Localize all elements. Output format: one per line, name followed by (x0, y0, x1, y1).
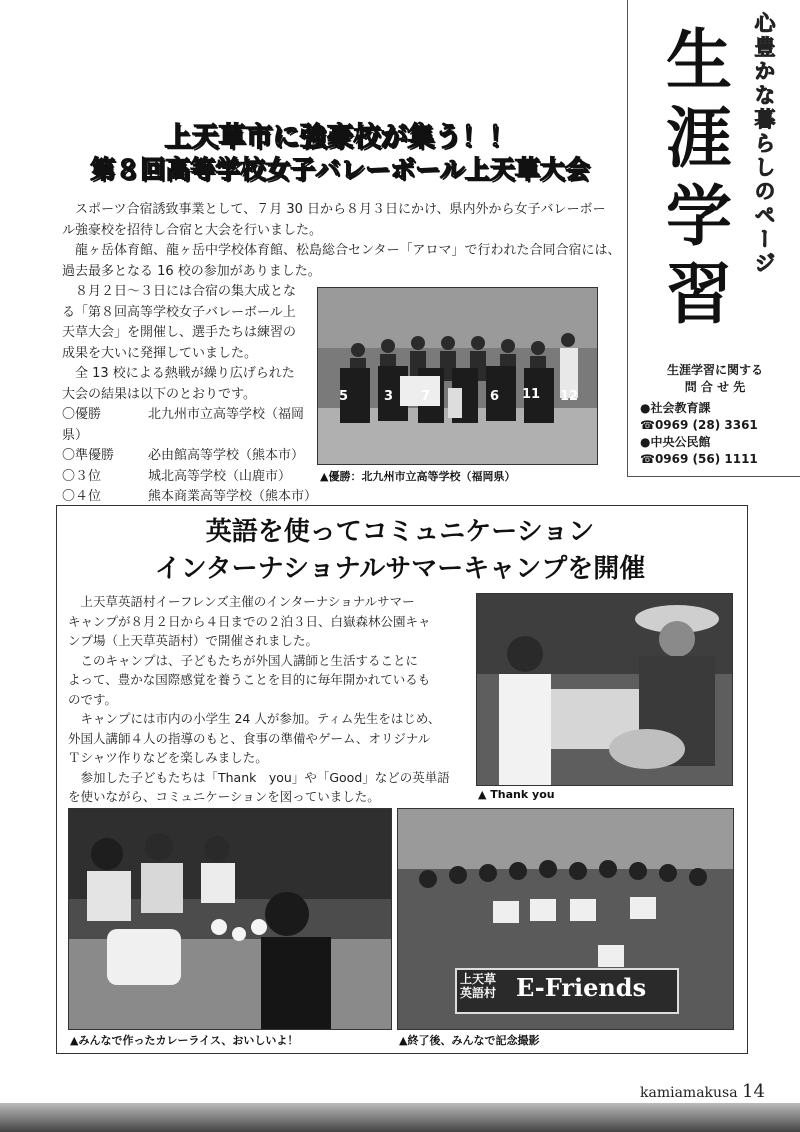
article2-headline-1: 英語を使ってコミュニケーション (205, 517, 595, 547)
article1-para-4b: 大会の結果は以下のとおりです。 (62, 386, 256, 402)
article2-line: を使いながら、コミュニケーションを図っていました。 (68, 789, 380, 804)
side-tagline: 心豊かな暮らしのページ (752, 12, 776, 276)
article1-para-2a: 龍ヶ岳体育館、龍ヶ岳中学校体育館、松島総合センター「アロマ」で行われた合同合宿には、 (75, 243, 621, 258)
group-caption: ▲終了後、みんなで記念撮影 (399, 1034, 540, 1047)
article2-body (68, 592, 473, 807)
jersey-number: 11 (522, 387, 541, 402)
sign-line-1: 上天草 (460, 972, 497, 986)
curry-photo (68, 808, 392, 1030)
article1-para-3d: 成果を大いに発揮していました。 (62, 345, 258, 361)
article1-para-1b: ル強豪校を招待し合宿と大会を行いました。 (62, 222, 323, 238)
contact-dept-1: ●社会教育課 (640, 401, 711, 415)
article1-headline-2: 第８回高等学校女子バレーボール上天草大会 (90, 155, 590, 184)
volleyball-team-photo (317, 287, 598, 465)
jersey-number: 3 (384, 389, 394, 404)
article1-headline-1: 上天草市に強豪校が集う！！ (164, 122, 516, 153)
result-rank: 〇準優勝 (62, 448, 115, 463)
contact-tel-2: ☎0969 (56) 1111 (640, 452, 758, 466)
side-title-char-4: 習 (666, 256, 732, 333)
article2-line: 参加した子どもたちは「Thank you」や「Good」などの英単語 (68, 769, 450, 785)
article1-para-2b: 過去最多となる 16 校の参加がありました。 (62, 263, 321, 279)
contact-title-1: 生涯学習に関する (666, 363, 763, 377)
jersey-number: 7 (421, 389, 431, 404)
result-school: 熊本商業高等学校（熊本市） (148, 489, 318, 504)
contact-block (640, 362, 790, 468)
thank-you-caption: ▲ Thank you (478, 788, 555, 801)
curry-caption: ▲みんなで作ったカレーライス、おいしいよ！ (70, 1034, 299, 1047)
article2-line: よって、豊かな国際感覚を養うことを目的に毎年開かれているも (68, 672, 431, 687)
result-school: 必由館高等学校（熊本市） (148, 448, 305, 463)
article1-para-3b: る「第８回高等学校女子バレーボール上 (62, 304, 296, 320)
article1-body (62, 282, 317, 508)
article1-para-1a: スポーツ合宿誘致事業として、７月 30 日から８月３日にかけ、県内外から女子バレーボー (75, 202, 606, 217)
volleyball-photo-caption: ▲優勝：北九州市立高等学校（福岡県） (320, 470, 516, 483)
article2-line: ンプ場（上天草英語村）で開催されました。 (68, 633, 319, 648)
contact-tel-1: ☎0969 (28) 3361 (640, 418, 758, 432)
article1-intro (62, 200, 622, 282)
page-number: 14 (742, 1081, 765, 1102)
article1-para-3c: 天草大会」を開催し、選手たちは練習の (62, 325, 297, 340)
article2-line: キャンプが８月２日から４日までの２泊３日、白嶽森林公園キャ (68, 613, 431, 629)
result-rank: 〇３位 (62, 468, 102, 484)
result-row (62, 446, 317, 467)
sign-line-2: 英語村 (460, 986, 497, 1000)
jersey-number: 5 (339, 389, 349, 404)
side-title-char-2: 涯 (666, 100, 732, 177)
result-school: 北九州市立高等学校（福岡県） (62, 407, 305, 443)
result-row (62, 467, 317, 488)
result-rank: 〇４位 (62, 489, 102, 504)
footer-folio (640, 1081, 765, 1102)
side-title-char-3: 学 (666, 178, 732, 255)
sign-brand: E-Friends (516, 973, 647, 1002)
footer-bar (0, 1103, 800, 1132)
result-row (62, 405, 317, 446)
contact-title-2: 問 合 せ 先 (684, 380, 746, 394)
jersey-number: 12 (560, 389, 579, 404)
jersey-number: 6 (490, 389, 500, 404)
footer-brand: kamiamakusa (640, 1085, 738, 1101)
article1-para-4a: 全 13 校による熱戦が繰り広げられた (75, 366, 295, 381)
article2-line: このキャンプは、子どもたちが外国人講師と生活することに (68, 652, 419, 668)
contact-dept-2: ●中央公民館 (640, 435, 711, 449)
article2-line: Ｔシャツ作りなどを楽しみました。 (68, 750, 268, 765)
thank-you-photo (476, 593, 733, 786)
article1-para-3a: ８月２日～３日には合宿の集大成とな (75, 284, 297, 299)
result-school: 城北高等学校（山鹿市） (148, 468, 292, 484)
article2-line: 外国人講師４人の指導のもと、食事の準備やゲーム、オリジナル (68, 730, 431, 746)
result-rank: 〇優勝 (62, 407, 102, 422)
article2-line: のです。 (68, 691, 118, 707)
article2-line: 上天草英語村イーフレンズ主催のインターナショナルサマー (68, 594, 415, 609)
article2-headline-2: インターナショナルサマーキャンプを開催 (154, 554, 646, 584)
side-title-char-1: 生 (666, 22, 732, 99)
article2-line: キャンプには市内の小学生 24 人が参加。ティム先生をはじめ、 (68, 711, 441, 726)
